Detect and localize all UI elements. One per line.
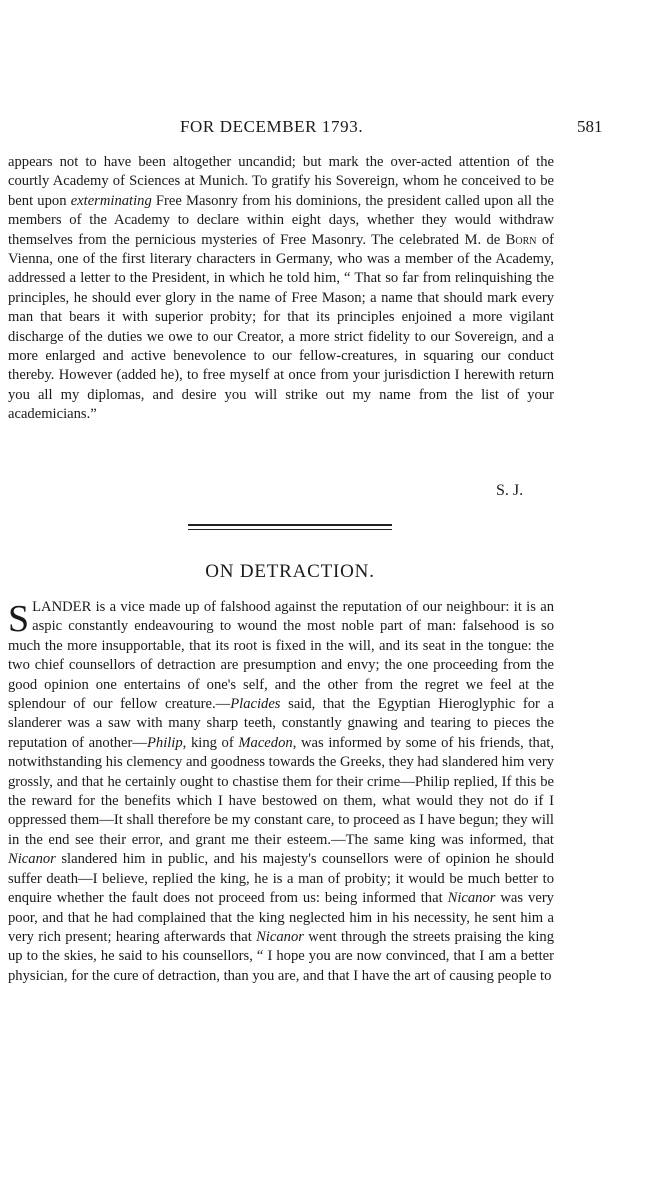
italic-text: Philip [146,734,183,751]
italic-text: Nicanor [8,851,56,868]
page-number: 581 [577,117,603,136]
article-paragraph [8,598,554,986]
text-run: LANDER is a vice made up of falshood against the reputation of our neighbour: it is an aspic constantly endeavouring to wound the most noble part of man: falsehood is so much the more insupportable, that its root is fixed in the will, and its seat in the tongue: the two chief counsellors of detraction are presumption and envy; the one proceeding from the good opinion one entertains of one's self, and the other from the regret we feel at the splendour of our fellow creature.— [8,599,554,713]
letter-paragraph [8,153,554,425]
signature: S. J. [496,482,524,499]
section-divider-thin [188,529,392,530]
text-run: of Vienna, one of the first literary characters in Germany, who was a member of the Academy, addressed a letter to the President, in which he told him, “ That so far from relinquishing the principles, he should ever glory in the name of Free Mason; a name that should mark every man that bears it with superior probity; for that its principles enjoined a more vigilant discharge of the duties we owe to our Creator, a more strict fidelity to our Sovereign, and a more enlarged and active benevolence to our fellow-creatures, in squaring our conduct thereby. However (added he), to free myself at once from your jurisdiction I herewith return you all my diplomas, and desire you will strike out my name from the list of your academicians.” [8,231,554,423]
text-run: slandered him in public, and his majesty's counsellors were of opinion he should suffer death—I believe, replied the king, he is a man of probity; it would be much better to enquire whether the fault does not proceed from us: being informed that [8,851,554,907]
text-run: Free Masonry from his dominions, the president called upon all the members of the Academy to declare within eight days, whether they would withdraw themselves from the pernicious mysteries of Free Masonry. The celebrated M. de [8,192,554,248]
italic-text: Nicanor [447,890,496,907]
text-run: appears not to have been altogether uncandid; but mark the over-acted attention of the courtly Academy of Sciences at Munich. To gratify his Sovereign, whom he conceived to be bent upon [8,154,554,209]
text-run: went through the streets praising the king up to the skies, he said to his counsellors, “ I hope you are now convinced, that I am a better physician, for the cure of detraction, than you are, and that I have the art of causing people to [8,928,554,984]
page-header [0,117,672,143]
article-title: ON DETRACTION. [205,561,375,582]
text-run: said, that the Egyptian Hieroglyphic for a slanderer was a saw with many sharp teeth, constantly gnawing and tearing to pieces the reputation of another— [8,696,555,751]
text-run: , king of [182,734,239,751]
italic-text: exterminating [70,192,152,209]
smallcaps-name: Born [505,231,537,248]
text-run: , was informed by some of his friends, that, notwithstanding his clemency and goodness towards the Greeks, they had slandered him very grossly, and that he certainly ought to chastise them for their crime—Philip replied, If this be the reward for the benefits which I have bestowed on them, what would they not do if I oppressed them—It shall therefore be my constant care, to proceed as I have begun; they will in the end see their error, and grant me their esteem.—The same king was informed, that [8,734,554,848]
italic-text: Nicanor [256,928,304,945]
italic-text: Macedon [238,734,293,751]
drop-cap: S [8,598,30,640]
running-head: FOR DECEMBER 1793. [180,117,364,136]
italic-text: Placides [230,696,281,713]
text-run: was very poor, and that he had complained that the king neglected him in his necessity, he sent him a very rich present; hearing afterwards that [8,890,554,945]
section-divider-thick [188,524,392,526]
